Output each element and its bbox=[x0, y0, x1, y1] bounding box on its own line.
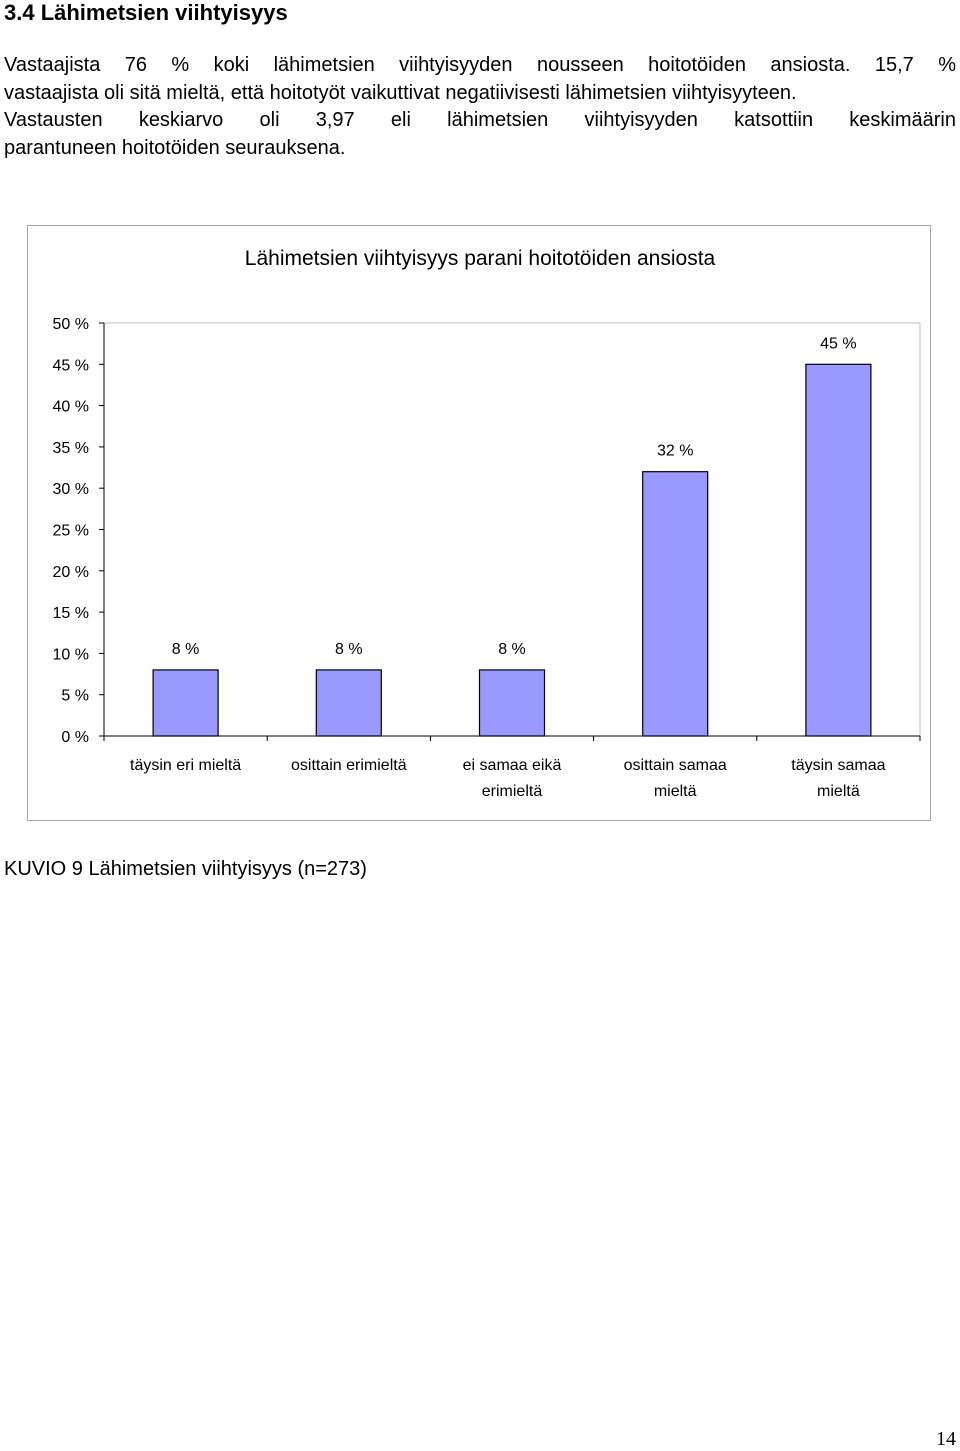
bar bbox=[643, 472, 708, 736]
bar bbox=[316, 670, 381, 736]
bar bbox=[806, 364, 871, 736]
y-tick-label: 0 % bbox=[61, 729, 89, 746]
bar-value-label: 8 % bbox=[335, 640, 363, 658]
y-tick-label: 40 % bbox=[52, 398, 89, 416]
x-category-label: osittain erimieltä bbox=[290, 757, 407, 774]
bar bbox=[153, 670, 218, 736]
x-category-label: täysin samaa bbox=[791, 757, 886, 774]
chart-title: Lähimetsien viihtyisyys parani hoitotöiden ansiosta bbox=[244, 247, 716, 270]
paragraph-line: Vastausten keskiarvo oli 3,97 eli lähimetsien viihtyisyyden katsottiin keskimäärin bbox=[4, 109, 956, 131]
bar-value-label: 32 % bbox=[656, 442, 694, 460]
y-tick-label: 25 % bbox=[52, 522, 89, 540]
y-tick-label: 30 % bbox=[52, 481, 89, 499]
x-category-label: mieltä bbox=[817, 783, 860, 800]
y-tick-label: 10 % bbox=[52, 646, 89, 664]
bar-chart bbox=[28, 226, 932, 822]
y-tick-label: 50 % bbox=[52, 316, 89, 333]
chart-frame bbox=[27, 225, 931, 821]
section-heading: 3.4 Lähimetsien viihtyisyys bbox=[4, 0, 288, 25]
body-paragraph bbox=[4, 52, 956, 162]
x-category-label: erimieltä bbox=[481, 783, 543, 800]
bar-value-label: 45 % bbox=[820, 335, 857, 353]
page-number: 14 bbox=[936, 1428, 956, 1450]
y-tick-label: 20 % bbox=[52, 563, 89, 581]
x-category-label: osittain samaa bbox=[623, 757, 727, 774]
x-category-label: mieltä bbox=[653, 783, 697, 800]
bar-value-label: 8 % bbox=[498, 640, 526, 658]
bar bbox=[480, 670, 545, 736]
bar-value-label: 8 % bbox=[171, 640, 200, 658]
paragraph-line: vastaajista oli sitä mieltä, että hoitotyöt vaikuttivat negatiivisesti lähimetsien viihtyisyyteen. bbox=[4, 81, 797, 104]
paragraph-line: parantuneen hoitotöiden seurauksena. bbox=[4, 136, 346, 159]
y-tick-label: 45 % bbox=[52, 357, 89, 375]
paragraph-line: Vastaajista 76 % koki lähimetsien viihtyisyyden nousseen hoitotöiden ansiosta. 15,7 % bbox=[4, 54, 956, 76]
x-category-label: täysin eri mieltä bbox=[130, 757, 242, 774]
y-tick-label: 5 % bbox=[61, 687, 89, 705]
figure-caption: KUVIO 9 Lähimetsien viihtyisyys (n=273) bbox=[4, 858, 367, 880]
y-tick-label: 35 % bbox=[52, 439, 89, 457]
x-category-label: ei samaa eikä bbox=[462, 757, 562, 774]
y-tick-label: 15 % bbox=[52, 605, 89, 623]
